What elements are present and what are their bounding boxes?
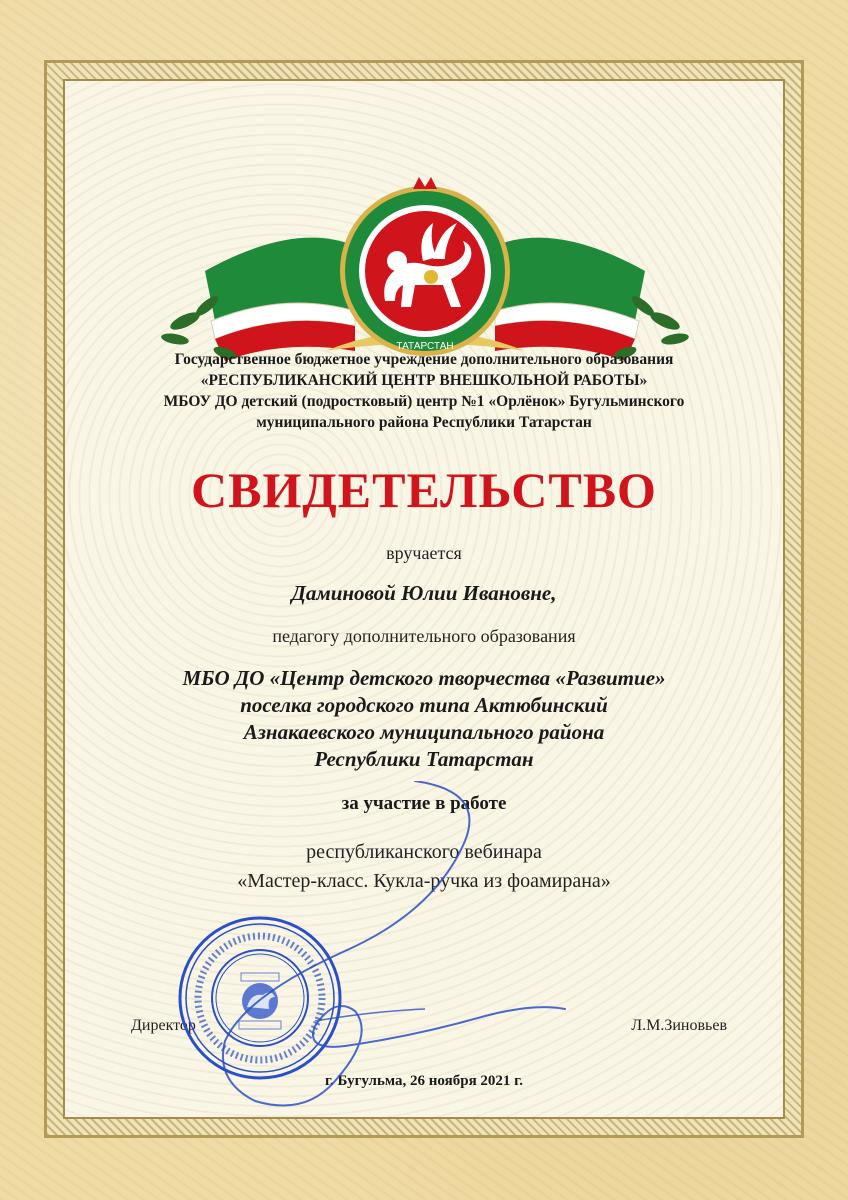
awarded-text: вручается bbox=[386, 543, 462, 563]
institution-line-2: поселка городского типа Актюбинский bbox=[240, 693, 608, 717]
institution-line-3: Азнакаевского муниципального района bbox=[243, 720, 605, 744]
director-name: Л.М.Зиновьев bbox=[631, 1017, 727, 1034]
org-line-2: «РЕСПУБЛИКАНСКИЙ ЦЕНТР ВНЕШКОЛЬНОЙ РАБОТЫ» bbox=[200, 372, 648, 389]
event-block bbox=[65, 838, 783, 896]
org-line-4: муниципального района Республики Татарстан bbox=[256, 414, 592, 431]
ornamental-border bbox=[44, 60, 804, 1138]
emblem-ring-text: ТАТАРСТАН bbox=[396, 341, 454, 352]
reason-text: за участие в работе bbox=[341, 793, 507, 814]
official-seal-icon bbox=[175, 913, 345, 1083]
org-line-1: Государственное бюджетное учреждение дополнительного образования bbox=[174, 351, 674, 368]
certificate-body bbox=[63, 79, 785, 1119]
place-date: г. Бугульма, 26 ноября 2021 г. bbox=[324, 1073, 524, 1089]
event-line-2: «Мастер-класс. Кукла-ручка из фоамирана» bbox=[237, 870, 611, 892]
recipient-position: педагогу дополнительного образования bbox=[272, 626, 576, 646]
director-label: Директор bbox=[131, 1017, 196, 1034]
institution-block bbox=[65, 665, 783, 773]
institution-line-4: Республики Татарстан bbox=[314, 747, 534, 771]
event-line-1: республиканского вебинара bbox=[306, 841, 542, 863]
tatarstan-emblem-icon bbox=[145, 161, 705, 371]
recipient-name: Даминовой Юлии Ивановне, bbox=[291, 581, 557, 605]
institution-line-1: МБО ДО «Центр детского творчества «Развитие» bbox=[182, 666, 666, 690]
organization-header bbox=[65, 349, 783, 433]
certificate-title: СВИДЕТЕЛЬСТВО bbox=[191, 462, 657, 518]
org-line-3: МБОУ ДО детский (подростковый) центр №1 «Орлёнок» Бугульминского bbox=[163, 393, 685, 410]
